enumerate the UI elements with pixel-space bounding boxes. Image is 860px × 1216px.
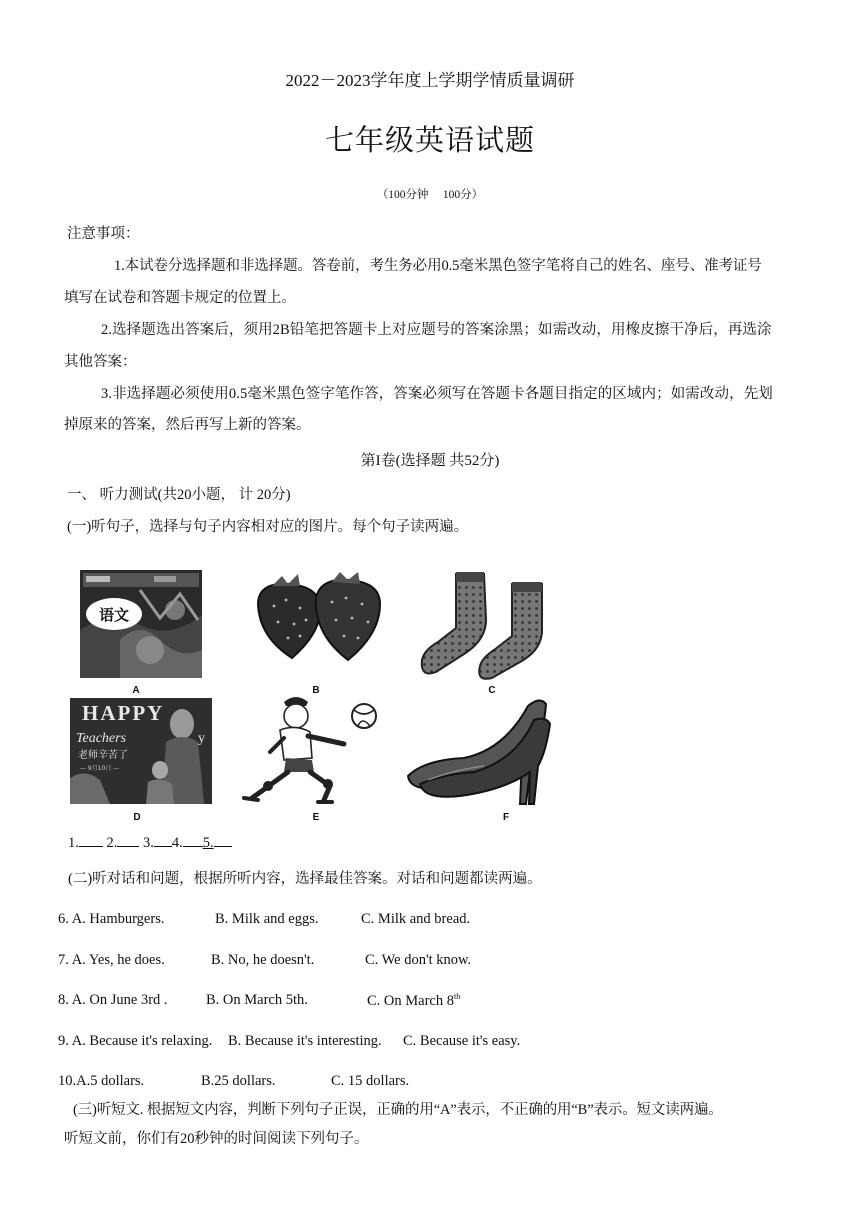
picture-label-d: D bbox=[133, 812, 141, 823]
option-a: A. On June 3rd . bbox=[71, 992, 168, 1008]
question-7 bbox=[58, 953, 165, 968]
picture-a-textbook bbox=[80, 570, 202, 678]
picture-label-e: E bbox=[312, 812, 320, 823]
question-number: 7. bbox=[58, 952, 69, 968]
notice-item-3-line-1: 3.非选择题必须使用0.5毫米黑色签字笔作答，答案必须写在答题卡各题目指定的区域内；如需改动，先划 bbox=[101, 386, 773, 402]
question-number: 8. bbox=[58, 992, 69, 1008]
question-number: 10. bbox=[58, 1073, 77, 1089]
question-10-option-b: B.25 dollars. bbox=[201, 1073, 276, 1089]
poster-day-fragment-text: y bbox=[198, 731, 205, 746]
answer-blank-4[interactable] bbox=[183, 832, 203, 847]
picture-d-teachers-day-poster bbox=[70, 698, 212, 804]
picture-e-volleyball-player bbox=[240, 694, 390, 806]
question-10-option-c: C. 15 dollars. bbox=[331, 1073, 410, 1089]
exam-meta: （100分钟 100分） bbox=[376, 189, 484, 201]
blank-label-2: 2. bbox=[106, 835, 118, 851]
question-8-option-c: C. On March 8th bbox=[367, 992, 461, 1009]
question-9-option-b: B. Because it's interesting. bbox=[228, 1033, 382, 1049]
notice-heading: 注意事项： bbox=[67, 226, 140, 242]
picture-b-strawberries bbox=[248, 572, 388, 664]
blank-label-4: 4. bbox=[171, 835, 183, 851]
question-6 bbox=[58, 912, 164, 927]
picture-label-f: F bbox=[502, 812, 510, 823]
answer-blank-3[interactable] bbox=[154, 832, 172, 847]
picture-label-a: A bbox=[132, 685, 140, 696]
picture-label-c: C bbox=[488, 685, 496, 696]
question-number: 6. bbox=[58, 911, 69, 927]
notice-item-1-line-1: 1.本试卷分选择题和非选择题。答卷前，考生务必用0.5毫米黑色签字笔将自己的姓名、座号、准考证号 bbox=[114, 258, 762, 274]
notice-item-2-line-2: 其他答案： bbox=[64, 354, 137, 370]
exam-title: 七年级英语试题 bbox=[324, 125, 535, 157]
book-title-text: 语文 bbox=[98, 606, 130, 624]
notice-item-3-line-2: 掉原来的答案，然后再写上新的答案。 bbox=[64, 417, 311, 433]
part-1-title: 第I卷(选择题 共52分) bbox=[360, 453, 500, 469]
blank-label-1: 1. bbox=[68, 835, 79, 851]
option-a: A. Hamburgers. bbox=[71, 911, 165, 927]
question-6-option-c: C. Milk and bread. bbox=[361, 911, 471, 927]
poster-teachers-text: Teachers bbox=[76, 731, 127, 746]
notice-item-2-line-1: 2.选择题选出答案后，须用2B铅笔把答题卡上对应题号的答案涂黑；如需改动，用橡皮擦干净后，再选涂 bbox=[101, 322, 772, 338]
picture-c-socks bbox=[414, 570, 556, 680]
answer-blank-2[interactable] bbox=[117, 832, 139, 847]
question-8 bbox=[58, 993, 168, 1008]
listening-section-heading: 一、 听力测试(共20小题， 计 20分) bbox=[67, 487, 291, 503]
listening-sub-3-line-2: 听短文前，你们有20秒钟的时间阅读下列句子。 bbox=[64, 1131, 369, 1147]
poster-chinese-text: 老师辛苦了 bbox=[78, 750, 128, 761]
poster-date-text: — 9月10日 — bbox=[80, 765, 120, 772]
notice-item-1-line-2: 填写在试卷和答题卡规定的位置上。 bbox=[64, 290, 296, 306]
question-6-option-b: B. Milk and eggs. bbox=[215, 911, 319, 927]
blank-label-3: 3. bbox=[143, 835, 154, 851]
exam-subtitle: 2022－2023学年度上学期学情质量调研 bbox=[285, 71, 575, 90]
blank-label-5: 5. bbox=[202, 835, 214, 851]
option-a: A.5 dollars. bbox=[76, 1073, 145, 1089]
listening-sub-3-line-1: (三)听短文. 根据短文内容，判断下列句子正误，正确的用“A”表示，不正确的用“B”表示。短文读两遍。 bbox=[73, 1102, 723, 1118]
question-9 bbox=[58, 1034, 212, 1049]
poster-happy-text: HAPPY bbox=[82, 701, 165, 725]
answer-blank-5[interactable] bbox=[214, 832, 232, 847]
answer-blanks-row bbox=[68, 832, 232, 851]
picture-label-b: B bbox=[312, 685, 320, 696]
listening-sub-1: (一)听句子，选择与句子内容相对应的图片。每个句子读两遍。 bbox=[67, 519, 469, 535]
question-8-option-b: B. On March 5th. bbox=[206, 992, 308, 1008]
question-9-option-c: C. Because it's easy. bbox=[403, 1033, 521, 1049]
question-7-option-c: C. We don't know. bbox=[365, 952, 472, 968]
answer-blank-1[interactable] bbox=[79, 832, 103, 847]
option-a: A. Because it's relaxing. bbox=[71, 1033, 213, 1049]
listening-sub-2: (二)听对话和问题，根据所听内容，选择最佳答案。对话和问题都读两遍。 bbox=[68, 871, 542, 887]
question-7-option-b: B. No, he doesn't. bbox=[211, 952, 315, 968]
option-a: A. Yes, he does. bbox=[71, 952, 165, 968]
question-number: 9. bbox=[58, 1033, 69, 1049]
question-10 bbox=[58, 1074, 144, 1089]
picture-f-high-heels bbox=[404, 694, 560, 806]
